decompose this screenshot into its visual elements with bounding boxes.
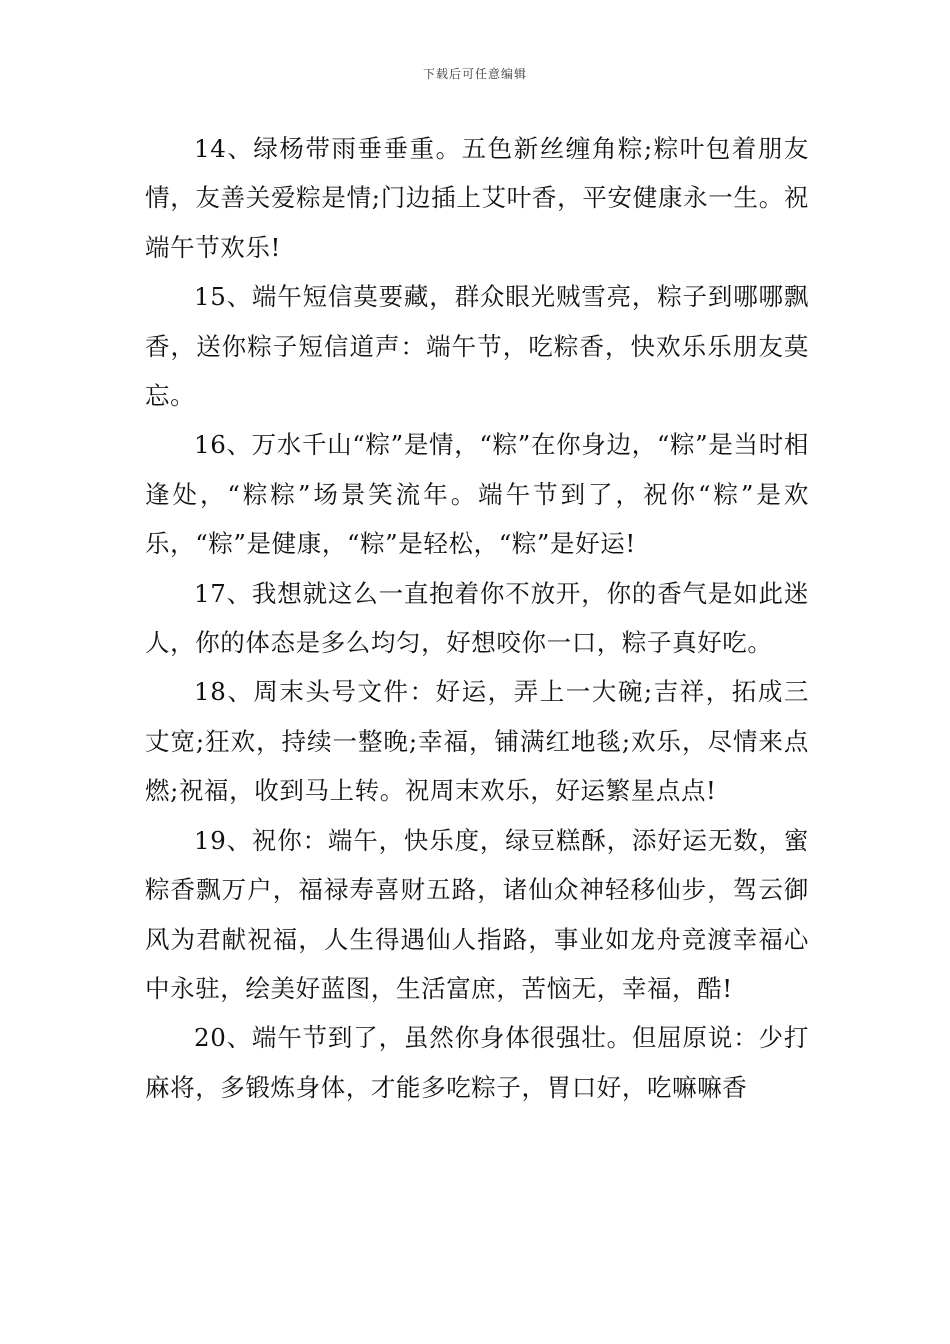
document-body [145,124,809,1112]
page-header-note: 下载后可任意编辑 [422,67,527,81]
paragraph-15: 15、端午短信莫要藏，群众眼光贼雪亮，粽子到哪哪飘香，送你粽子短信道声：端午节，吃粽香，快欢乐乐朋友莫忘。 [145,282,809,411]
paragraph-16: 16、万水千山“粽”是情，“粽”在你身边，“粽”是当时相逢处，“粽粽”场景笑流年。端午节到了，祝你“粽”是欢乐，“粽”是健康，“粽”是轻松，“粽”是好运! [145,430,809,559]
paragraph-18: 18、周末头号文件：好运，弄上一大碗;吉祥，拓成三丈宽;狂欢，持续一整晚;幸福，铺满红地毯;欢乐，尽情来点燃;祝福，收到马上转。祝周末欢乐，好运繁星点点! [145,677,809,806]
paragraph-17: 17、我想就这么一直抱着你不放开，你的香气是如此迷人，你的体态是多么均匀，好想咬你一口，粽子真好吃。 [145,578,809,658]
paragraph-20: 20、端午节到了，虽然你身体很强壮。但屈原说：少打麻将，多锻炼身体，才能多吃粽子，胃口好，吃嘛嘛香 [145,1023,809,1102]
paragraph-19: 19、祝你：端午，快乐度，绿豆糕酥，添好运无数，蜜粽香飘万户，福禄寿喜财五路，诸仙众神轻移仙步，驾云御风为君献祝福，人生得遇仙人指路，事业如龙舟竞渡幸福心中永驻，绘美好蓝图，生活富庶，苦恼无，幸福，酷! [145,825,809,1003]
paragraph-14: 14、绿杨带雨垂垂重。五色新丝缠角粽;粽叶包着朋友情，友善关爱粽是情;门边插上艾叶香，平安健康永一生。祝端午节欢乐! [145,134,809,262]
